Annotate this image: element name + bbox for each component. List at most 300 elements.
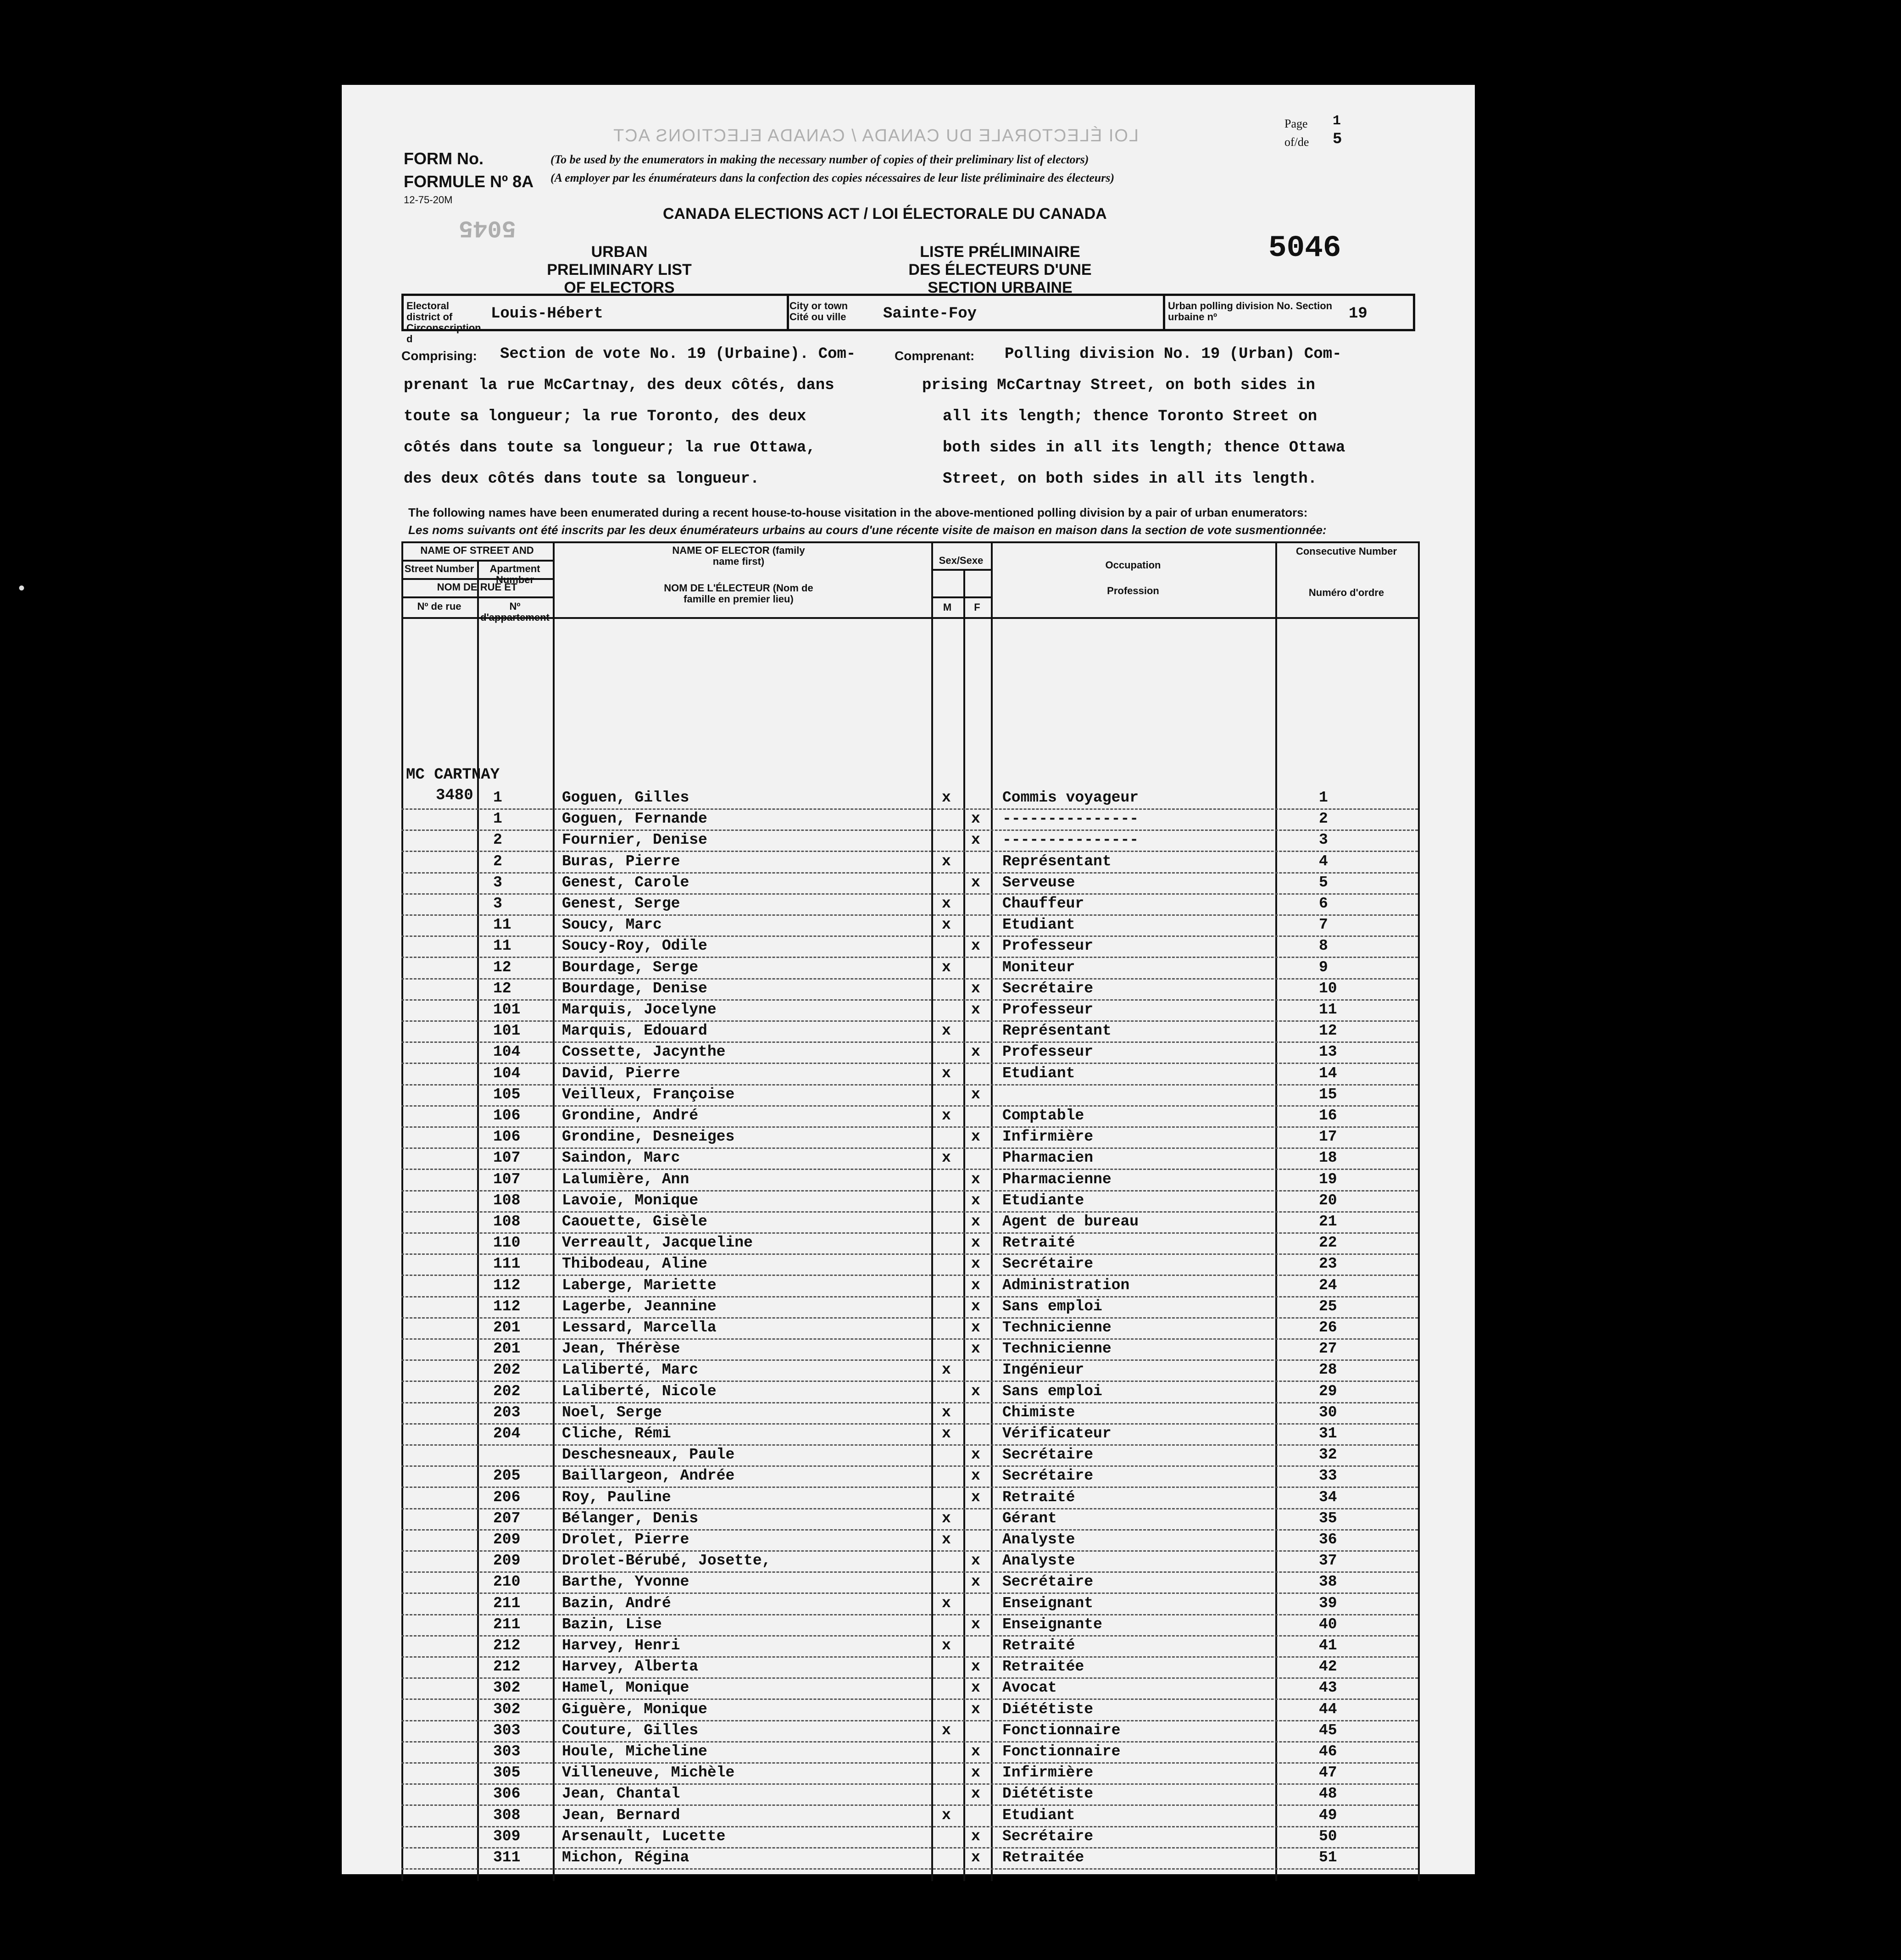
- row-rule: [401, 1847, 1418, 1849]
- row-rule: [401, 1571, 1418, 1573]
- header-rule: [401, 560, 553, 562]
- row-rule: [401, 1359, 1418, 1361]
- division-label: Urban polling division No. Section urbaine nº: [1168, 300, 1333, 323]
- consecutive-number: 12: [1319, 1022, 1337, 1039]
- row-rule: [401, 1677, 1418, 1679]
- row-rule: [401, 1296, 1418, 1297]
- list-number: 5046: [1268, 231, 1341, 265]
- elector-name: Marquis, Jocelyne: [562, 1001, 717, 1018]
- occupation: ---------------: [1002, 831, 1139, 848]
- sex-female-mark: x: [971, 1319, 980, 1336]
- sex-female-mark: x: [971, 1701, 980, 1718]
- sex-male-mark: x: [942, 916, 951, 933]
- occupation: Ingénieur: [1002, 1361, 1084, 1378]
- apartment-number: 212: [493, 1658, 521, 1675]
- sex-female-mark: x: [971, 1785, 980, 1802]
- apartment-number: 104: [493, 1043, 521, 1060]
- consecutive-number: 7: [1319, 916, 1328, 933]
- elector-name: Goguen, Gilles: [562, 789, 689, 806]
- header-street-group: NAME OF STREET AND: [420, 545, 534, 556]
- elector-name: Baillargeon, Andrée: [562, 1467, 735, 1484]
- consecutive-number: 45: [1319, 1722, 1337, 1739]
- occupation: Retraitée: [1002, 1849, 1084, 1866]
- elector-name: Roy, Pauline: [562, 1489, 671, 1506]
- sex-female-mark: x: [971, 1277, 980, 1294]
- header-rule: [931, 596, 991, 598]
- page-label: Page: [1284, 117, 1308, 130]
- occupation: Retraité: [1002, 1234, 1075, 1251]
- row-rule: [401, 1211, 1418, 1213]
- occupation: Retraitée: [1002, 1658, 1084, 1675]
- apartment-number: 303: [493, 1743, 521, 1760]
- occupation: Serveuse: [1002, 874, 1075, 891]
- consecutive-number: 16: [1319, 1107, 1337, 1124]
- row-rule: [401, 830, 1418, 831]
- elector-name: Laliberté, Nicole: [562, 1383, 717, 1400]
- row-rule: [401, 1402, 1418, 1403]
- occupation: Sans emploi: [1002, 1383, 1102, 1400]
- sex-female-mark: x: [971, 1255, 980, 1272]
- elector-name: Barthe, Yvonne: [562, 1573, 689, 1590]
- elector-name: Caouette, Gisèle: [562, 1213, 707, 1230]
- sex-female-mark: x: [971, 1467, 980, 1484]
- consecutive-number: 41: [1319, 1637, 1337, 1654]
- elector-name: Soucy, Marc: [562, 916, 662, 933]
- consecutive-number: 22: [1319, 1234, 1337, 1251]
- consecutive-number: 2: [1319, 810, 1328, 827]
- consecutive-number: 47: [1319, 1764, 1337, 1781]
- occupation: Technicienne: [1002, 1340, 1112, 1357]
- elector-name: Houle, Micheline: [562, 1743, 707, 1760]
- sex-female-mark: x: [971, 1828, 980, 1845]
- row-rule: [401, 1423, 1418, 1425]
- occupation: Secrétaire: [1002, 1446, 1094, 1463]
- occupation: Sans emploi: [1002, 1298, 1102, 1315]
- form-code: 12-75-20M: [404, 194, 453, 206]
- apartment-number: 202: [493, 1361, 521, 1378]
- header-profession: Profession: [1107, 585, 1159, 596]
- row-rule: [401, 914, 1418, 916]
- occupation: Chauffeur: [1002, 895, 1084, 912]
- apartment-number: 306: [493, 1785, 521, 1802]
- consecutive-number: 13: [1319, 1043, 1337, 1060]
- consecutive-number: 20: [1319, 1192, 1337, 1209]
- sex-female-mark: x: [971, 937, 980, 954]
- sex-female-mark: x: [971, 1446, 980, 1463]
- header-elector-fr: NOM DE L'ÉLECTEUR (Nom de famille en premier lieu): [664, 582, 813, 605]
- consecutive-number: 10: [1319, 980, 1337, 997]
- sex-male-mark: x: [942, 1022, 951, 1039]
- sex-female-mark: x: [971, 1573, 980, 1590]
- row-rule: [401, 1720, 1418, 1721]
- elector-name: Veilleux, Françoise: [562, 1086, 735, 1103]
- occupation: Vérificateur: [1002, 1425, 1112, 1442]
- enumeration-note-fr: Les noms suivants ont été inscrits par les deux énumérateurs urbains au cours d'une récente visite de maison en maison dans la section de vote susmentionnée:: [408, 523, 1327, 537]
- occupation: Avocat: [1002, 1679, 1057, 1696]
- apartment-number: 108: [493, 1192, 521, 1209]
- consecutive-number: 23: [1319, 1255, 1337, 1272]
- header-numero: Numéro d'ordre: [1308, 587, 1384, 598]
- consecutive-number: 6: [1319, 895, 1328, 912]
- bleed-through-number: 5045: [459, 214, 516, 241]
- margin-mark: •: [18, 578, 25, 598]
- occupation: Analyste: [1002, 1552, 1075, 1569]
- sex-male-mark: x: [942, 1404, 951, 1421]
- occupation: Secrétaire: [1002, 1467, 1094, 1484]
- apartment-number: 12: [493, 980, 511, 997]
- occupation: Professeur: [1002, 1043, 1094, 1060]
- row-rule: [401, 1063, 1418, 1064]
- sex-female-mark: x: [971, 1001, 980, 1018]
- elector-name: David, Pierre: [562, 1065, 680, 1082]
- header-apartment-number: Apartment Number: [489, 563, 540, 585]
- consecutive-number: 35: [1319, 1510, 1337, 1527]
- apartment-number: 207: [493, 1510, 521, 1527]
- sex-female-mark: x: [971, 980, 980, 997]
- act-title: CANADA ELECTIONS ACT / LOI ÉLECTORALE DU CANADA: [663, 205, 1107, 223]
- street-name: MC CARTNAY: [406, 766, 500, 784]
- elector-name: Drolet-Bérubé, Josette,: [562, 1552, 771, 1569]
- apartment-number: 110: [493, 1234, 521, 1251]
- occupation: Etudiant: [1002, 1807, 1075, 1824]
- elector-name: Noel, Serge: [562, 1404, 662, 1421]
- occupation: Secrétaire: [1002, 1828, 1094, 1845]
- row-rule: [401, 1635, 1418, 1637]
- consecutive-number: 33: [1319, 1467, 1337, 1484]
- elector-name: Thibodeau, Aline: [562, 1255, 707, 1272]
- row-rule: [401, 999, 1418, 1001]
- description-fr-line-3: toute sa longueur; la rue Toronto, des deux: [404, 408, 806, 425]
- consecutive-number: 21: [1319, 1213, 1337, 1230]
- row-rule: [401, 1487, 1418, 1488]
- elector-name: Deschesneaux, Paule: [562, 1446, 735, 1463]
- sex-female-mark: x: [971, 1086, 980, 1103]
- apartment-number: 2: [493, 853, 502, 870]
- consecutive-number: 28: [1319, 1361, 1337, 1378]
- occupation: Secrétaire: [1002, 1255, 1094, 1272]
- occupation: Pharmacienne: [1002, 1171, 1112, 1188]
- consecutive-number: 46: [1319, 1743, 1337, 1760]
- apartment-number: 3: [493, 874, 502, 891]
- row-rule: [401, 1529, 1418, 1531]
- consecutive-number: 50: [1319, 1828, 1337, 1845]
- sex-female-mark: x: [971, 1552, 980, 1569]
- occupation: Etudiante: [1002, 1192, 1084, 1209]
- row-rule: [401, 1614, 1418, 1615]
- row-rule: [401, 1465, 1418, 1467]
- occupation: Moniteur: [1002, 959, 1075, 976]
- street-number: 3480: [436, 787, 473, 804]
- occupation: Retraité: [1002, 1637, 1075, 1654]
- apartment-number: 202: [493, 1383, 521, 1400]
- enumeration-note-en: The following names have been enumerated during a recent house-to-house visitation in the above-mentioned polling division by a pair of urban enumerators:: [408, 506, 1308, 519]
- city-value: Sainte-Foy: [883, 305, 977, 323]
- occupation: ---------------: [1002, 810, 1139, 827]
- column-rule: [963, 569, 965, 1881]
- consecutive-number: 1: [1319, 789, 1328, 806]
- sex-female-mark: x: [971, 831, 980, 848]
- row-rule: [401, 935, 1418, 937]
- row-rule: [401, 1508, 1418, 1509]
- apartment-number: 108: [493, 1213, 521, 1230]
- description-fr-line-5: des deux côtés dans toute sa longueur.: [404, 470, 760, 488]
- sex-female-mark: x: [971, 1679, 980, 1696]
- header-female: F: [974, 601, 980, 613]
- description-fr-line-2: prenant la rue McCartnay, des deux côtés, dans: [404, 377, 834, 394]
- row-rule: [401, 808, 1418, 810]
- row-rule: [401, 1169, 1418, 1170]
- apartment-number: 111: [493, 1255, 521, 1272]
- consecutive-number: 18: [1319, 1149, 1337, 1166]
- instruction-en: (To be used by the enumerators in making the necessary number of copies of their preliminary list of electors): [550, 153, 1089, 166]
- consecutive-number: 43: [1319, 1679, 1337, 1696]
- occupation: Retraité: [1002, 1489, 1075, 1506]
- consecutive-number: 8: [1319, 937, 1328, 954]
- apartment-number: 309: [493, 1828, 521, 1845]
- row-rule: [401, 1253, 1418, 1255]
- elector-name: Drolet, Pierre: [562, 1531, 689, 1548]
- row-rule: [401, 1762, 1418, 1764]
- city-cell: [787, 296, 1165, 329]
- sex-male-mark: x: [942, 1361, 951, 1378]
- row-rule: [401, 1020, 1418, 1022]
- row-rule: [401, 1698, 1418, 1700]
- apartment-number: 105: [493, 1086, 521, 1103]
- consecutive-number: 31: [1319, 1425, 1337, 1442]
- consecutive-number: 34: [1319, 1489, 1337, 1506]
- apartment-number: 308: [493, 1807, 521, 1824]
- sex-female-mark: x: [971, 1849, 980, 1866]
- occupation: Fonctionnaire: [1002, 1743, 1121, 1760]
- apartment-number: 112: [493, 1298, 521, 1315]
- occupation: Représentant: [1002, 853, 1112, 870]
- apartment-number: 209: [493, 1531, 521, 1548]
- apartment-number: 106: [493, 1107, 521, 1124]
- consecutive-number: 19: [1319, 1171, 1337, 1188]
- elector-name: Hamel, Monique: [562, 1679, 689, 1696]
- elector-name: Bourdage, Denise: [562, 980, 707, 997]
- of-label: of/de: [1284, 135, 1309, 149]
- instruction-fr: (A employer par les énumérateurs dans la confection des copies nécessaires de leur liste préliminaire des électeurs): [550, 171, 1115, 184]
- row-rule: [401, 1741, 1418, 1743]
- consecutive-number: 17: [1319, 1128, 1337, 1145]
- occupation: Secrétaire: [1002, 980, 1094, 997]
- sex-male-mark: x: [942, 1807, 951, 1824]
- elector-name: Harvey, Alberta: [562, 1658, 699, 1675]
- apartment-number: 303: [493, 1722, 521, 1739]
- row-rule: [401, 1041, 1418, 1043]
- header-consecutive: Consecutive Number: [1295, 546, 1397, 557]
- row-rule: [401, 1190, 1418, 1192]
- occupation: Fonctionnaire: [1002, 1722, 1121, 1739]
- page-value: 1: [1333, 113, 1341, 129]
- occupation: Enseignante: [1002, 1616, 1102, 1633]
- elector-name: Genest, Serge: [562, 895, 680, 912]
- elector-name: Lessard, Marcella: [562, 1319, 717, 1336]
- elector-name: Goguen, Fernande: [562, 810, 707, 827]
- sex-female-mark: x: [971, 1213, 980, 1230]
- row-rule: [401, 1275, 1418, 1276]
- row-rule: [401, 978, 1418, 980]
- form-number-label: FORM No.: [404, 149, 484, 168]
- apartment-number: 201: [493, 1319, 521, 1336]
- sex-female-mark: x: [971, 1616, 980, 1633]
- header-street-number: Street Number: [404, 563, 474, 574]
- sex-female-mark: x: [971, 1340, 980, 1357]
- row-rule: [401, 1826, 1418, 1827]
- consecutive-number: 11: [1319, 1001, 1337, 1018]
- apartment-number: 311: [493, 1849, 521, 1866]
- elector-name: Couture, Gilles: [562, 1722, 699, 1739]
- elector-name: Bazin, André: [562, 1595, 671, 1612]
- district-row: [401, 294, 1415, 345]
- row-rule: [401, 1550, 1418, 1552]
- consecutive-number: 24: [1319, 1277, 1337, 1294]
- row-rule: [401, 1592, 1418, 1594]
- row-rule: [401, 1126, 1418, 1128]
- elector-name: Soucy-Roy, Odile: [562, 937, 707, 954]
- occupation: Administration: [1002, 1277, 1130, 1294]
- apartment-number: 210: [493, 1573, 521, 1590]
- sex-male-mark: x: [942, 1425, 951, 1442]
- occupation: Pharmacien: [1002, 1149, 1094, 1166]
- sex-female-mark: x: [971, 1043, 980, 1060]
- row-rule: [401, 1656, 1418, 1658]
- elector-name: Grondine, André: [562, 1107, 699, 1124]
- bleed-through-title: LOI ÉLECTORALE DU CANADA / CANADA ELECTIONS ACT: [612, 126, 1139, 145]
- row-rule: [401, 1783, 1418, 1785]
- elector-name: Genest, Carole: [562, 874, 689, 891]
- consecutive-number: 26: [1319, 1319, 1337, 1336]
- elector-name: Villeneuve, Michèle: [562, 1764, 735, 1781]
- apartment-number: 12: [493, 959, 511, 976]
- header-sex: Sex/Sexe: [939, 555, 984, 566]
- consecutive-number: 48: [1319, 1785, 1337, 1802]
- apartment-number: 211: [493, 1595, 521, 1612]
- elector-name: Michon, Régina: [562, 1849, 689, 1866]
- sex-male-mark: x: [942, 1531, 951, 1548]
- row-rule: [401, 1868, 1418, 1870]
- header-rule: [931, 569, 991, 571]
- consecutive-number: 9: [1319, 959, 1328, 976]
- sex-male-mark: x: [942, 1149, 951, 1166]
- elector-name: Jean, Chantal: [562, 1785, 680, 1802]
- occupation: Analyste: [1002, 1531, 1075, 1548]
- apartment-number: 205: [493, 1467, 521, 1484]
- description-en-line-3: all its length; thence Toronto Street on: [943, 408, 1317, 425]
- form-page: [342, 85, 1475, 1874]
- apartment-number: 101: [493, 1001, 521, 1018]
- elector-name: Bazin, Lise: [562, 1616, 662, 1633]
- description-en-line-5: Street, on both sides in all its length.: [943, 470, 1317, 488]
- sex-female-mark: x: [971, 1658, 980, 1675]
- elector-name: Arsenault, Lucette: [562, 1828, 726, 1845]
- elector-name: Laliberté, Marc: [562, 1361, 699, 1378]
- sex-male-mark: x: [942, 1637, 951, 1654]
- header-bottom-rule: [401, 617, 1420, 619]
- elector-name: Lagerbe, Jeannine: [562, 1298, 717, 1315]
- header-male: M: [943, 601, 952, 613]
- consecutive-number: 32: [1319, 1446, 1337, 1463]
- consecutive-number: 29: [1319, 1383, 1337, 1400]
- consecutive-number: 39: [1319, 1595, 1337, 1612]
- column-rule: [1418, 541, 1420, 1881]
- sex-female-mark: x: [971, 810, 980, 827]
- row-rule: [401, 1444, 1418, 1446]
- occupation: Professeur: [1002, 937, 1094, 954]
- elector-name: Grondine, Desneiges: [562, 1128, 735, 1145]
- row-rule: [401, 851, 1418, 852]
- sex-male-mark: x: [942, 1065, 951, 1082]
- city-label: City or town Cité ou ville: [789, 300, 848, 323]
- sex-male-mark: x: [942, 1510, 951, 1527]
- header-occupation: Occupation: [1105, 559, 1161, 571]
- sex-male-mark: x: [942, 895, 951, 912]
- row-rule: [401, 1381, 1418, 1382]
- apartment-number: 3: [493, 895, 502, 912]
- apartment-number: 107: [493, 1149, 521, 1166]
- apartment-number: 1: [493, 789, 502, 806]
- sex-female-mark: x: [971, 1128, 980, 1145]
- district-value: Louis-Hébert: [491, 305, 603, 323]
- elector-name: Cossette, Jacynthe: [562, 1043, 726, 1060]
- elector-name: Giguère, Monique: [562, 1701, 707, 1718]
- row-rule: [401, 893, 1418, 895]
- title-urban-fr: LISTE PRÉLIMINAIRE DES ÉLECTEURS D'UNE SECTION URBAINE: [908, 243, 1092, 296]
- consecutive-number: 51: [1319, 1849, 1337, 1866]
- apartment-number: 106: [493, 1128, 521, 1145]
- header-no-appartement: Nº d'appartement: [480, 601, 550, 623]
- occupation: Enseignant: [1002, 1595, 1094, 1612]
- header-rule: [401, 596, 553, 598]
- occupation: Agent de bureau: [1002, 1213, 1139, 1230]
- sex-female-mark: x: [971, 1743, 980, 1760]
- row-rule: [401, 872, 1418, 874]
- row-rule: [401, 1232, 1418, 1234]
- apartment-number: 209: [493, 1552, 521, 1569]
- sex-female-mark: x: [971, 1192, 980, 1209]
- occupation: Infirmière: [1002, 1128, 1094, 1145]
- apartment-number: 11: [493, 916, 511, 933]
- elector-name: Bélanger, Denis: [562, 1510, 699, 1527]
- apartment-number: 203: [493, 1404, 521, 1421]
- apartment-number: 211: [493, 1616, 521, 1633]
- apartment-number: 104: [493, 1065, 521, 1082]
- row-rule: [401, 1317, 1418, 1319]
- elector-name: Laberge, Mariette: [562, 1277, 717, 1294]
- description-en-line-2: prising McCartnay Street, on both sides in: [922, 377, 1315, 394]
- description-en-line-4: both sides in all its length; thence Ottawa: [943, 439, 1345, 457]
- row-rule: [401, 957, 1418, 958]
- consecutive-number: 25: [1319, 1298, 1337, 1315]
- apartment-number: 302: [493, 1679, 521, 1696]
- row-rule: [401, 1084, 1418, 1086]
- consecutive-number: 38: [1319, 1573, 1337, 1590]
- elector-name: Saindon, Marc: [562, 1149, 680, 1166]
- formule-label: FORMULE Nº 8A: [404, 172, 534, 191]
- sex-female-mark: x: [971, 1489, 980, 1506]
- elector-name: Buras, Pierre: [562, 853, 680, 870]
- apartment-number: 107: [493, 1171, 521, 1188]
- consecutive-number: 4: [1319, 853, 1328, 870]
- sex-female-mark: x: [971, 1234, 980, 1251]
- consecutive-number: 49: [1319, 1807, 1337, 1824]
- apartment-number: 2: [493, 831, 502, 848]
- apartment-number: 206: [493, 1489, 521, 1506]
- electors-table: [401, 541, 1420, 1881]
- elector-name: Cliche, Rémi: [562, 1425, 671, 1442]
- sex-female-mark: x: [971, 1171, 980, 1188]
